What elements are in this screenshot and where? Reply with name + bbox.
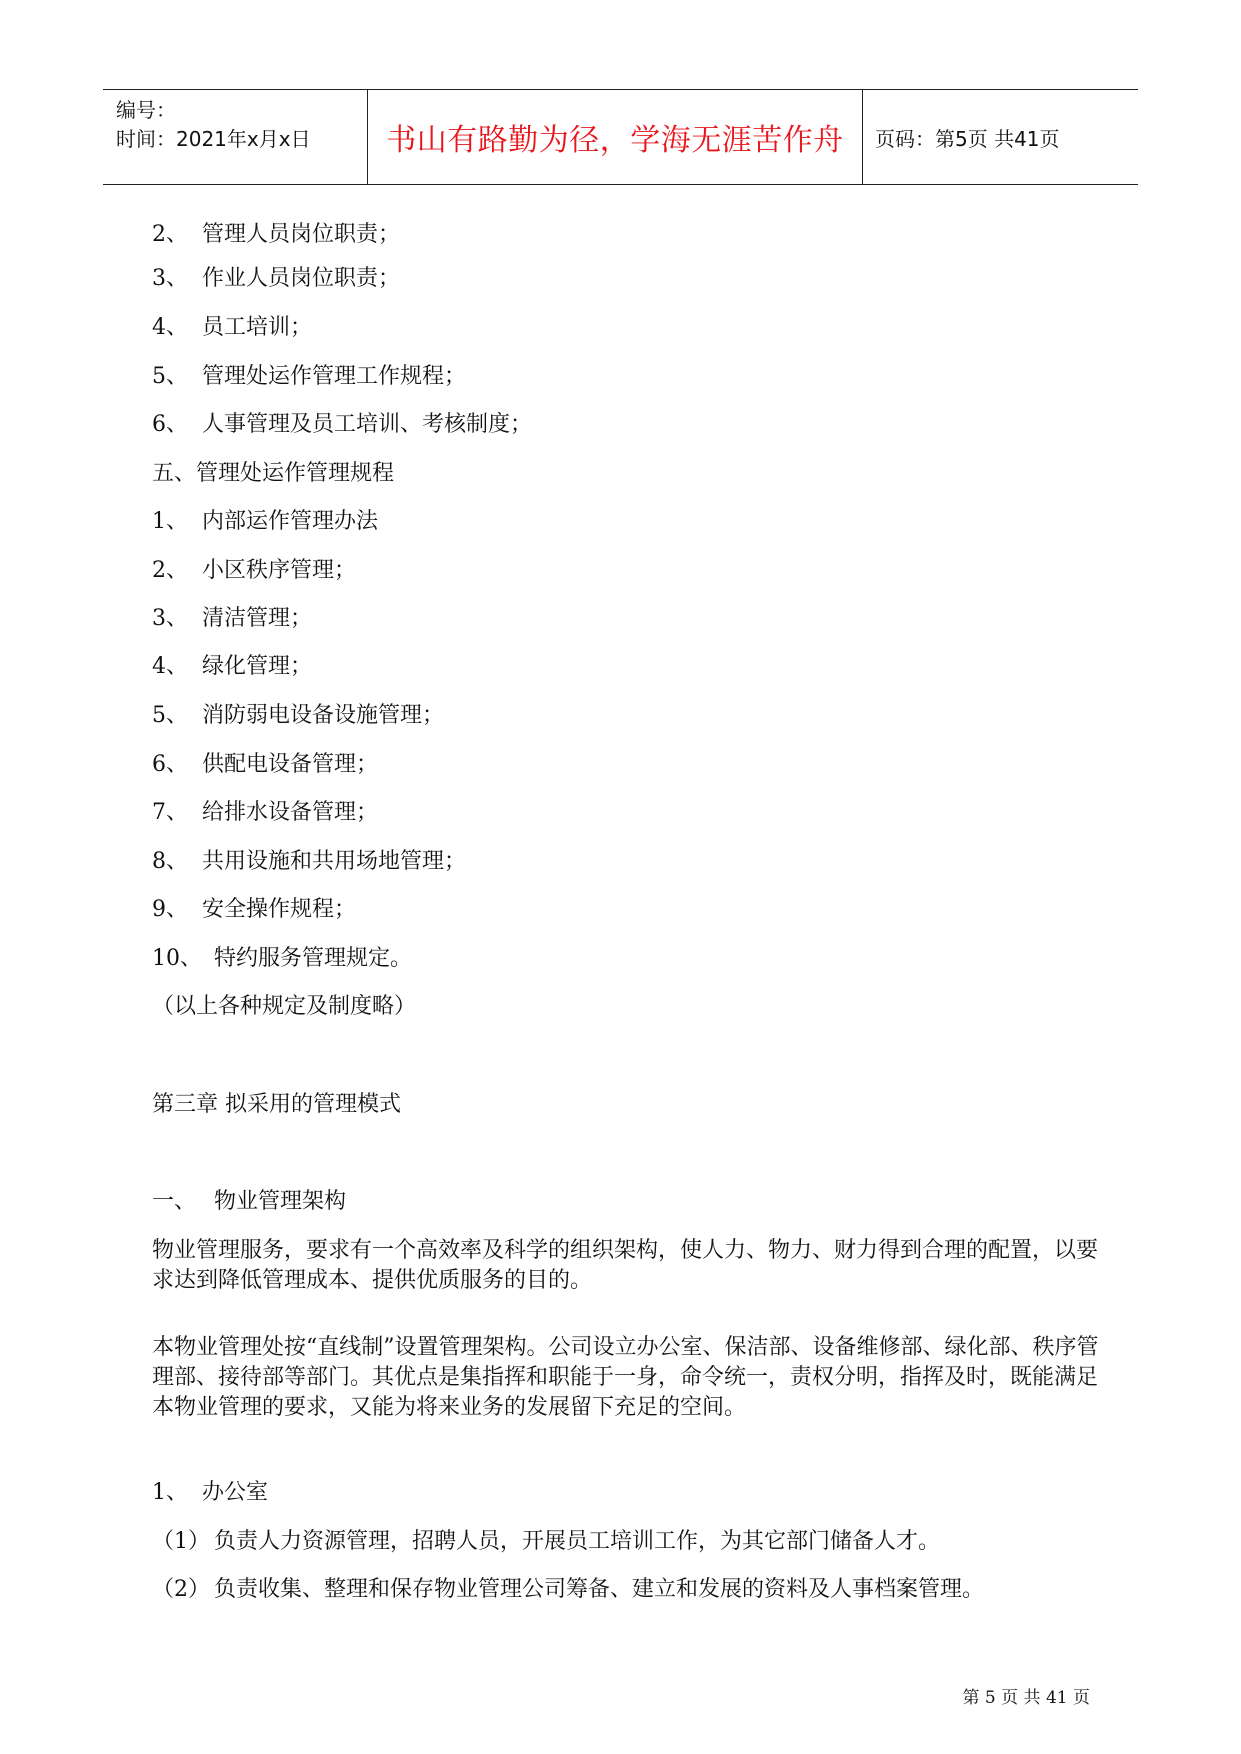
- chapter-title: 第三章 拟采用的管理模式: [152, 1092, 401, 1117]
- list-item: 4、 员工培训；: [152, 315, 313, 340]
- document-time-label: 时间：2021年x月x日: [116, 127, 311, 151]
- list-item: 7、 给排水设备管理；: [152, 800, 379, 825]
- header-motto-cell: [368, 90, 863, 184]
- list-item: 5、 消防弱电设备设施管理；: [152, 703, 445, 728]
- document-number-label: 编号：: [116, 98, 176, 122]
- list-item: 3、 清洁管理；: [152, 606, 313, 631]
- page-footer: 第 5 页 共 41 页: [962, 1688, 1090, 1708]
- list-item: 1、 办公室: [152, 1480, 269, 1505]
- list-item: 4、 绿化管理；: [152, 654, 313, 679]
- page-header-table: [103, 89, 1138, 185]
- list-item: 2、 管理人员岗位职责；: [152, 222, 401, 247]
- header-page-info: 页码：第5页 共41页: [875, 126, 1060, 151]
- section-title: 一、 物业管理架构: [152, 1189, 347, 1214]
- list-item: 5、 管理处运作管理工作规程；: [152, 364, 467, 389]
- header-motto: 书山有路勤为径，学海无涯苦作舟: [386, 123, 844, 158]
- list-item: 6、 供配电设备管理；: [152, 752, 379, 777]
- paragraph: 物业管理服务，要求有一个高效率及科学的组织架构，使人力、物力、财力得到合理的配置，以要求达到降低管理成本、提供优质服务的目的。: [152, 1238, 1099, 1293]
- list-item: 2、 小区秩序管理；: [152, 558, 357, 583]
- list-item: 3、 作业人员岗位职责；: [152, 266, 401, 291]
- list-item: 10、 特约服务管理规定。: [152, 946, 413, 971]
- note-line: （以上各种规定及制度略）: [152, 994, 417, 1019]
- section-heading: 五、管理处运作管理规程: [152, 461, 395, 486]
- duty-item: （2） 负责收集、整理和保存物业管理公司筹备、建立和发展的资料及人事档案管理。: [152, 1577, 985, 1602]
- paragraph: 本物业管理处按“直线制”设置管理架构。公司设立办公室、保洁部、设备维修部、绿化部、秩序管理部、接待部等部门。其优点是集指挥和职能于一身，命令统一，责权分明，指挥及时，既能满足本物业管理的要求，又能为将来业务的发展留下充足的空间。: [152, 1335, 1099, 1420]
- list-item: 8、 共用设施和共用场地管理；: [152, 849, 467, 874]
- duty-item: （1） 负责人力资源管理，招聘人员，开展员工培训工作，为其它部门储备人才。: [152, 1529, 941, 1554]
- list-item: 6、 人事管理及员工培训、考核制度；: [152, 412, 533, 437]
- list-item: 9、 安全操作规程；: [152, 897, 357, 922]
- list-item: 1、 内部运作管理办法: [152, 509, 379, 534]
- header-meta-cell: [103, 90, 368, 184]
